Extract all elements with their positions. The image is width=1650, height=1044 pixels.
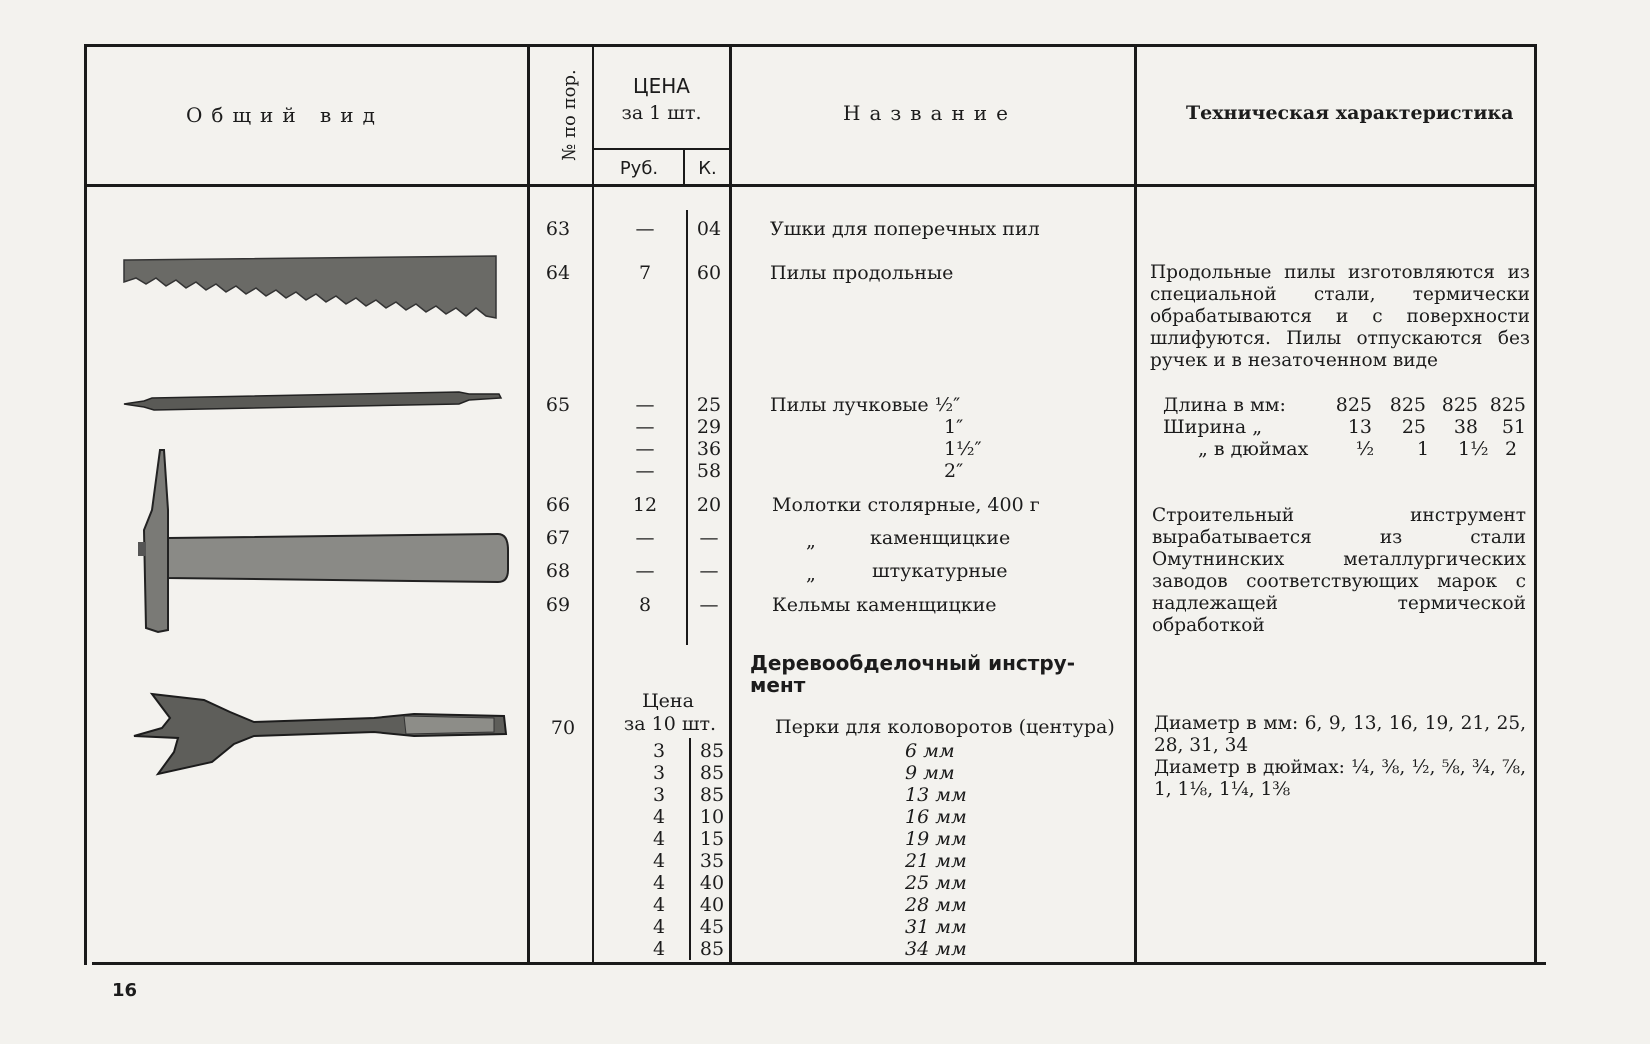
col-divider-name bbox=[1134, 44, 1137, 965]
table-top-border bbox=[84, 44, 1536, 47]
row-64-rub: 7 bbox=[638, 262, 652, 284]
row-63-number: 63 bbox=[545, 218, 571, 240]
rub-kop-divider-header bbox=[683, 150, 685, 185]
bit-6-kop: 40 bbox=[699, 872, 725, 894]
mason-hammer-illustration bbox=[138, 450, 508, 640]
header-bottom-border bbox=[84, 184, 1536, 187]
bit-5-size: 21 мм bbox=[905, 850, 967, 872]
row-68-ditto: „ bbox=[806, 563, 816, 585]
row-70-name: Перки для коловоротов (центура) bbox=[775, 716, 1115, 738]
row-63-kop: 04 bbox=[696, 218, 722, 240]
bit-1-kop: 85 bbox=[699, 762, 725, 784]
bit-5-rub: 4 bbox=[652, 850, 666, 872]
table-left-border bbox=[84, 44, 87, 965]
row-65-size-2: 1″ bbox=[944, 416, 964, 438]
length-value-2: 825 bbox=[1389, 394, 1426, 416]
bit-7-kop: 40 bbox=[699, 894, 725, 916]
row-68-name: штукатурные bbox=[872, 560, 1008, 582]
row-66-kop: 20 bbox=[696, 494, 722, 516]
col-divider-view bbox=[527, 44, 530, 965]
row-65-rub-2: — bbox=[635, 416, 655, 438]
header-kop: К. bbox=[698, 158, 717, 179]
bit-0-kop: 85 bbox=[699, 740, 725, 762]
header-tech-spec: Техническая характеристика bbox=[1186, 102, 1514, 124]
bit-3-kop: 10 bbox=[699, 806, 725, 828]
row-65-rub-4: — bbox=[635, 460, 655, 482]
width-value-4: 51 bbox=[1501, 416, 1526, 438]
length-label: Длина в мм: bbox=[1163, 394, 1286, 416]
row-69-rub: 8 bbox=[638, 594, 652, 616]
row-65-rub-3: — bbox=[635, 438, 655, 460]
bit-diameter-mm: Диаметр в мм: 6, 9, 13, 16, 19, 21, 25, 28, 31, 34 bbox=[1154, 713, 1526, 756]
inch-value-3: 1½ bbox=[1458, 438, 1489, 460]
header-price: ЦЕНА bbox=[633, 74, 690, 98]
inch-label: „ в дюймах bbox=[1198, 438, 1309, 460]
length-value-3: 825 bbox=[1441, 394, 1478, 416]
price-per-10-label-2: за 10 шт. bbox=[623, 713, 717, 735]
bit-6-rub: 4 bbox=[652, 872, 666, 894]
bit-3-rub: 4 bbox=[652, 806, 666, 828]
row-67-number: 67 bbox=[545, 527, 571, 549]
inch-value-2: 1 bbox=[1416, 438, 1430, 460]
row-65-kop-3: 36 bbox=[696, 438, 722, 460]
row-65-rub-1: — bbox=[635, 394, 655, 416]
bit-8-size: 31 мм bbox=[905, 916, 967, 938]
bit-9-rub: 4 bbox=[652, 938, 666, 960]
row-67-ditto: „ bbox=[806, 530, 816, 552]
saw-description: Продольные пилы изготовляются из специальной стали, термически обрабатываются и с поверхности шлифуются. Пилы отпускаются без ручек и в незаточенном виде bbox=[1150, 262, 1530, 371]
bit-2-rub: 3 bbox=[652, 784, 666, 806]
row-65-kop-4: 58 bbox=[696, 460, 722, 482]
bit-3-size: 16 мм bbox=[905, 806, 967, 828]
bit-1-rub: 3 bbox=[652, 762, 666, 784]
bit-2-size: 13 мм bbox=[905, 784, 967, 806]
row-68-rub: — bbox=[635, 560, 655, 582]
row-64-name: Пилы продольные bbox=[770, 262, 954, 284]
bit-4-rub: 4 bbox=[652, 828, 666, 850]
row-65-kop-2: 29 bbox=[696, 416, 722, 438]
row-70-number: 70 bbox=[550, 717, 576, 739]
section-title-line-2: мент bbox=[750, 673, 806, 697]
row-69-number: 69 bbox=[545, 594, 571, 616]
header-general-view: Общий вид bbox=[186, 103, 384, 127]
row-69-kop: — bbox=[699, 594, 719, 616]
row-68-number: 68 bbox=[545, 560, 571, 582]
inch-value-1: ½ bbox=[1355, 438, 1375, 460]
width-value-1: 13 bbox=[1347, 416, 1372, 438]
row-65-size-4: 2″ bbox=[944, 460, 964, 482]
header-number: № по пор. bbox=[559, 69, 580, 161]
row-69-name: Кельмы каменщицкие bbox=[772, 594, 997, 616]
bit-8-kop: 45 bbox=[699, 916, 725, 938]
bit-2-kop: 85 bbox=[699, 784, 725, 806]
row-67-name: каменщицкие bbox=[870, 527, 1011, 549]
row-66-number: 66 bbox=[545, 494, 571, 516]
bit-9-size: 34 мм bbox=[905, 938, 967, 960]
row-64-number: 64 bbox=[545, 262, 571, 284]
width-value-3: 38 bbox=[1453, 416, 1478, 438]
bit-9-kop: 85 bbox=[699, 938, 725, 960]
bit-4-size: 19 мм bbox=[905, 828, 967, 850]
bit-0-size: 6 мм bbox=[905, 740, 955, 762]
row-65-kop-1: 25 bbox=[696, 394, 722, 416]
bit-0-rub: 3 bbox=[652, 740, 666, 762]
row-67-rub: — bbox=[635, 527, 655, 549]
row-66-rub: 12 bbox=[632, 494, 658, 516]
width-label: Ширина „ bbox=[1163, 416, 1263, 438]
col-divider-no bbox=[592, 44, 594, 965]
tools-description: Строительный инструмент вырабатывается из стали Омутнинских металлургических заводов соответствующих марок с надлежащей термической обработкой bbox=[1152, 505, 1526, 636]
page-number: 16 bbox=[112, 980, 138, 1001]
bit-4-kop: 15 bbox=[699, 828, 725, 850]
row-63-rub: — bbox=[635, 218, 655, 240]
table-right-border bbox=[1534, 44, 1537, 965]
price-header-divider bbox=[594, 148, 729, 150]
bow-saw-blade-illustration bbox=[124, 386, 504, 416]
row-63-name: Ушки для поперечных пил bbox=[770, 218, 1040, 240]
saw-blade-illustration bbox=[124, 256, 504, 326]
inch-value-4: 2 bbox=[1504, 438, 1518, 460]
row-64-kop: 60 bbox=[696, 262, 722, 284]
row-66-name: Молотки столярные, 400 г bbox=[772, 494, 1040, 516]
table-bottom-border bbox=[92, 962, 1546, 965]
row-67-kop: — bbox=[699, 527, 719, 549]
rub-kop-divider-lower bbox=[689, 738, 691, 960]
bit-7-size: 28 мм bbox=[905, 894, 967, 916]
header-name: Название bbox=[843, 101, 1017, 125]
row-65-size-3: 1½″ bbox=[944, 438, 982, 460]
bit-5-kop: 35 bbox=[699, 850, 725, 872]
bit-7-rub: 4 bbox=[652, 894, 666, 916]
row-68-kop: — bbox=[699, 560, 719, 582]
row-65-number: 65 bbox=[545, 394, 571, 416]
length-value-1: 825 bbox=[1335, 394, 1372, 416]
price-per-10-label-1: Цена bbox=[642, 690, 694, 712]
bit-6-size: 25 мм bbox=[905, 872, 967, 894]
row-65-name: Пилы лучковые ½″ bbox=[770, 394, 961, 416]
length-value-4: 825 bbox=[1489, 394, 1526, 416]
bit-diameter-inches: Диаметр в дюймах: ¼, ⅜, ½, ⅝, ¾, ⅞, 1, 1⅛, 1¼, 1⅜ bbox=[1154, 757, 1526, 800]
auger-bit-illustration bbox=[134, 692, 514, 782]
bit-1-size: 9 мм bbox=[905, 762, 955, 784]
bit-8-rub: 4 bbox=[652, 916, 666, 938]
width-value-2: 25 bbox=[1401, 416, 1426, 438]
header-rub: Руб. bbox=[619, 158, 659, 179]
section-title-line-1: Деревообделочный инстру- bbox=[750, 651, 1076, 675]
header-price-per-piece: за 1 шт. bbox=[621, 102, 702, 124]
